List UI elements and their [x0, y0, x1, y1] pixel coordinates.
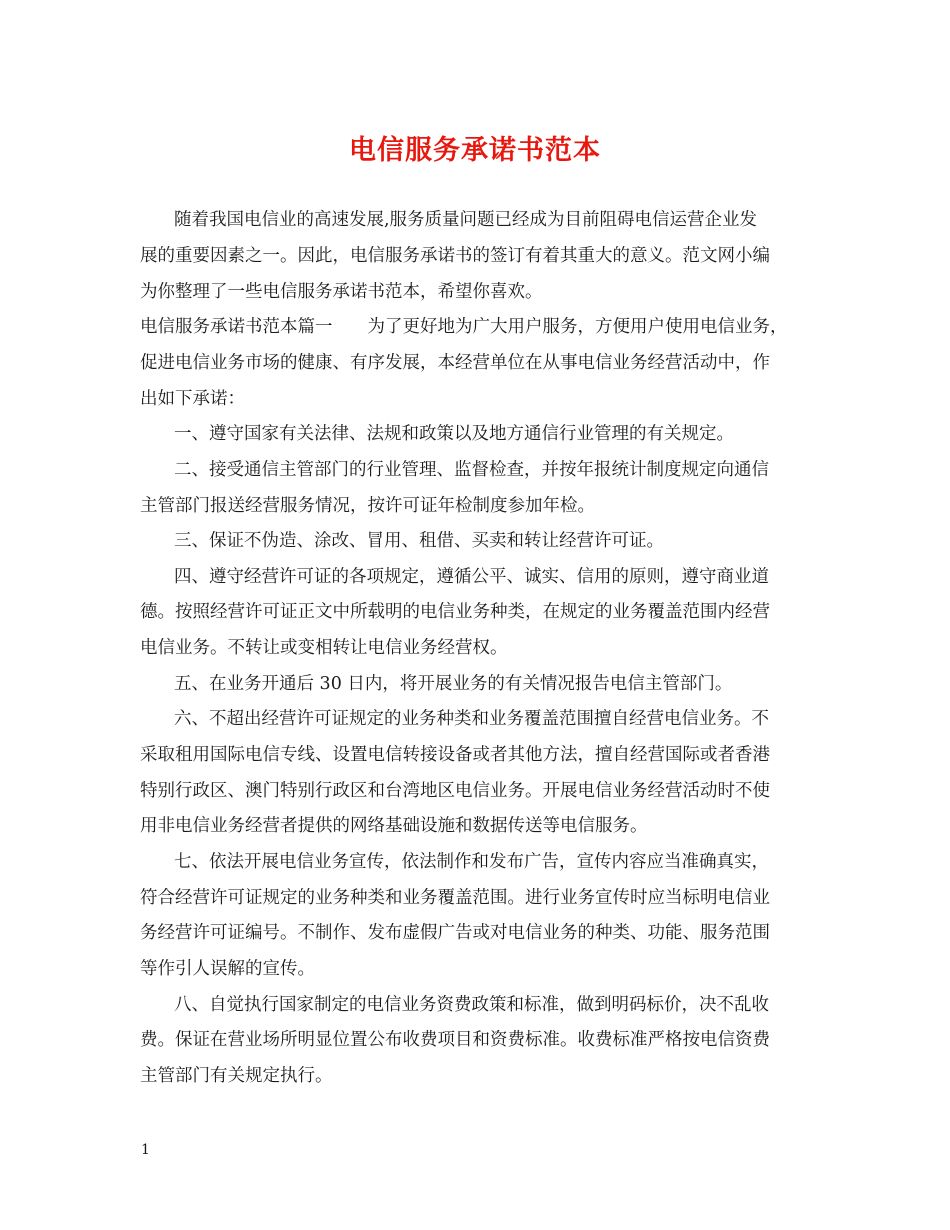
text-line: 八、自觉执行国家制定的电信业务资费政策和标准，做到明码标价，决不乱收: [174, 995, 769, 1015]
text-line: 用非电信业务经营者提供的网络基础设施和数据传送等电信服务。: [140, 816, 648, 836]
page-number: 1: [141, 1142, 150, 1158]
text-line: 随着我国电信业的高速发展,服务质量问题已经成为目前阻碍电信运营企业发: [174, 210, 758, 230]
text-line: 为你整理了一些电信服务承诺书范本，希望你喜欢。: [140, 282, 543, 302]
text-line: 展的重要因素之一。因此，电信服务承诺书的签订有着其重大的意义。范文网小编: [140, 246, 770, 266]
text-line: 费。保证在营业场所明显位置公布收费项目和资费标准。收费标准严格按电信资费: [140, 1030, 770, 1050]
text-line: 四、遵守经营许可证的各项规定，遵循公平、诚实、信用的原则，遵守商业道: [174, 567, 769, 587]
text-line: 电信服务承诺书范本篇一 为了更好地为广大用户服务，方便用户使用电信业务，: [140, 317, 788, 337]
text-line: 五、在业务开通后 30 日内，将开展业务的有关情况报告电信主管部门。: [174, 674, 733, 694]
text-line: 七、依法开展电信业务宣传，依法制作和发布广告，宣传内容应当准确真实，: [174, 852, 769, 872]
text-line: 等作引人误解的宣传。: [140, 959, 315, 979]
text-line: 德。按照经营许可证正文中所载明的电信业务种类，在规定的业务覆盖范围内经营: [140, 602, 770, 622]
text-line: 电信业务。不转让或变相转让电信业务经营权。: [140, 638, 508, 658]
text-line: 二、接受通信主管部门的行业管理、监督检查，并按年报统计制度规定向通信: [174, 460, 769, 480]
text-line: 符合经营许可证规定的业务种类和业务覆盖范围。进行业务宣传时应当标明电信业: [140, 888, 770, 908]
text-line: 六、不超出经营许可证规定的业务种类和业务覆盖范围擅自经营电信业务。不: [174, 709, 769, 729]
text-line: 一、遵守国家有关法律、法规和政策以及地方通信行业管理的有关规定。: [174, 424, 734, 444]
text-line: 特别行政区、澳门特别行政区和台湾地区电信业务。开展电信业务经营活动时不使: [140, 781, 770, 801]
text-line: 务经营许可证编号。不制作、发布虚假广告或对电信业务的种类、功能、服务范围: [140, 923, 770, 943]
text-line: 采取租用国际电信专线、设置电信转接设备或者其他方法，擅自经营国际或者香港: [140, 745, 770, 765]
text-line: 三、保证不伪造、涂改、冒用、租借、买卖和转让经营许可证。: [174, 531, 664, 551]
text-line: 主管部门有关规定执行。: [140, 1066, 333, 1086]
text-line: 促进电信业务市场的健康、有序发展，本经营单位在从事电信业务经营活动中，作: [140, 353, 770, 373]
text-line: 出如下承诺：: [140, 389, 245, 409]
document-title: 电信服务承诺书范本: [349, 135, 601, 166]
text-line: 主管部门报送经营服务情况，按许可证年检制度参加年检。: [140, 496, 595, 516]
